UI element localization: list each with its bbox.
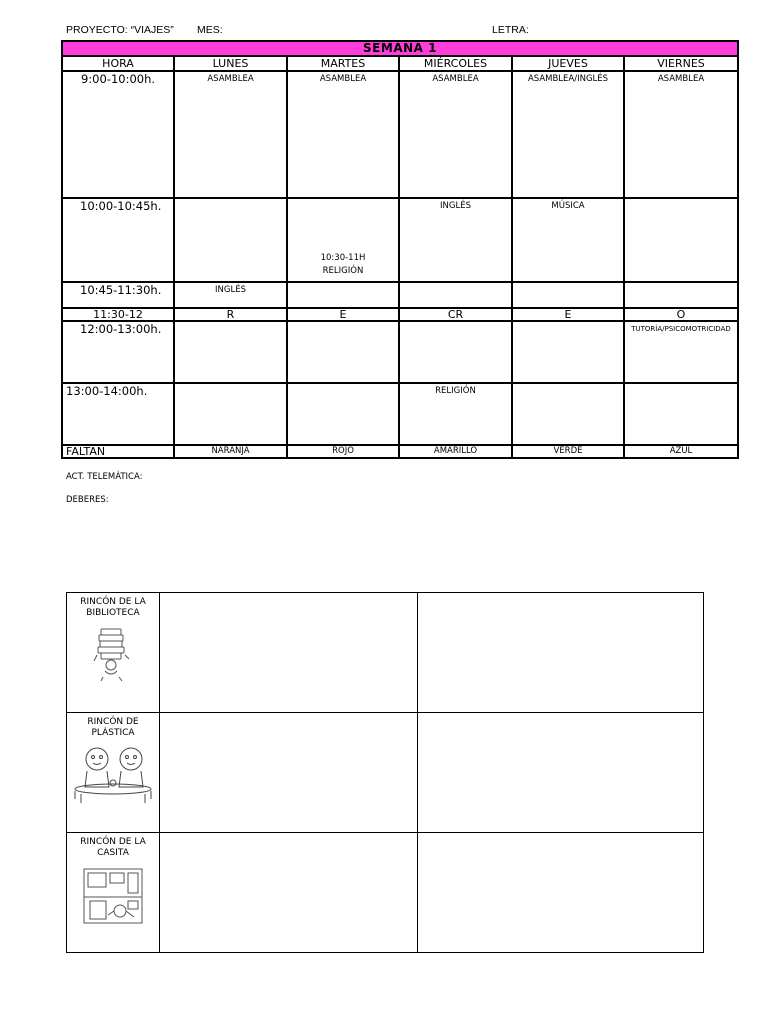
corner-empty-cell bbox=[418, 713, 704, 833]
slot-cell: ASAMBLEA bbox=[287, 71, 399, 198]
letter-label: LETRA: bbox=[492, 24, 529, 36]
weekly-schedule-table bbox=[61, 40, 739, 459]
deberes-label: DEBERES: bbox=[66, 495, 109, 505]
act-telematica-label: ACT. TELEMÁTICA: bbox=[66, 472, 143, 482]
slot-cell bbox=[399, 282, 512, 308]
slot-cell bbox=[287, 282, 399, 308]
corner-name-cell bbox=[67, 833, 160, 953]
slot-cell-time-note: 10:30-11H bbox=[320, 253, 366, 263]
slot-cell bbox=[399, 321, 512, 383]
corner-name-cell bbox=[67, 593, 160, 713]
children-painting-icon bbox=[71, 743, 155, 805]
slot-time: 10:45-11:30h. bbox=[62, 282, 174, 308]
faltan-label: FALTAN bbox=[62, 445, 174, 458]
corner-empty-cell bbox=[418, 833, 704, 953]
slot-cell bbox=[624, 383, 738, 445]
slot-cell: ASAMBLEA bbox=[624, 71, 738, 198]
slot-cell: INGLÉS bbox=[174, 282, 287, 308]
recess-row bbox=[62, 308, 738, 321]
faltan-color: AMARILLO bbox=[399, 445, 512, 458]
slot-cell: ASAMBLEA bbox=[174, 71, 287, 198]
day-viernes: VIERNES bbox=[624, 56, 738, 71]
faltan-color: AZUL bbox=[624, 445, 738, 458]
day-lunes: LUNES bbox=[174, 56, 287, 71]
day-jueves: JUEVES bbox=[512, 56, 624, 71]
recess-letter: E bbox=[512, 308, 624, 321]
corner-empty-cell bbox=[160, 593, 418, 713]
slot-cell-martes bbox=[287, 198, 399, 282]
slot-cell bbox=[512, 282, 624, 308]
corner-empty-cell bbox=[418, 593, 704, 713]
project-label: PROYECTO: “VIAJES” bbox=[66, 24, 174, 36]
recess-letter: CR bbox=[399, 308, 512, 321]
kitchen-icon bbox=[82, 867, 144, 925]
faltan-color: NARANJA bbox=[174, 445, 287, 458]
days-header-row bbox=[62, 56, 738, 71]
corner-row bbox=[67, 713, 704, 833]
slot-cell bbox=[624, 198, 738, 282]
month-label: MES: bbox=[197, 24, 223, 36]
book-stack-icon bbox=[91, 625, 135, 683]
faltan-color: ROJO bbox=[287, 445, 399, 458]
slot-cell bbox=[287, 383, 399, 445]
slot-time: 11:30-12 bbox=[62, 308, 174, 321]
corner-empty-cell bbox=[160, 713, 418, 833]
slot-row bbox=[62, 282, 738, 308]
hora-header: HORA bbox=[62, 56, 174, 71]
corner-row bbox=[67, 833, 704, 953]
corner-name: RINCÓN DE LA CASITA bbox=[80, 837, 146, 858]
slot-cell bbox=[624, 282, 738, 308]
day-martes: MARTES bbox=[287, 56, 399, 71]
corners-table bbox=[66, 592, 704, 953]
slot-cell bbox=[174, 321, 287, 383]
day-miercoles: MIÉRCOLES bbox=[399, 56, 512, 71]
faltan-color: VERDE bbox=[512, 445, 624, 458]
slot-row bbox=[62, 321, 738, 383]
slot-time: 12:00-13:00h. bbox=[62, 321, 174, 383]
week-title: SEMANA 1 bbox=[62, 41, 738, 56]
slot-cell: MÚSICA bbox=[512, 198, 624, 282]
slot-cell bbox=[174, 383, 287, 445]
recess-letter: R bbox=[174, 308, 287, 321]
slot-time: 10:00-10:45h. bbox=[62, 198, 174, 282]
slot-row bbox=[62, 383, 738, 445]
slot-cell: ASAMBLEA bbox=[399, 71, 512, 198]
slot-cell-subject: RELIGIÓN bbox=[322, 266, 364, 276]
corner-name: RINCÓN DE PLÁSTICA bbox=[87, 717, 139, 738]
slot-cell bbox=[287, 321, 399, 383]
slot-cell: INGLÉS bbox=[399, 198, 512, 282]
slot-cell: RELIGIÓN bbox=[399, 383, 512, 445]
slot-time: 13:00-14:00h. bbox=[62, 383, 174, 445]
corner-empty-cell bbox=[160, 833, 418, 953]
slot-cell bbox=[174, 198, 287, 282]
corner-name: RINCÓN DE LA BIBLIOTECA bbox=[80, 597, 146, 618]
faltan-row bbox=[62, 445, 738, 458]
slot-row bbox=[62, 198, 738, 282]
corner-name-cell bbox=[67, 713, 160, 833]
corner-row bbox=[67, 593, 704, 713]
slot-cell: ASAMBLEA/INGLÉS bbox=[512, 71, 624, 198]
slot-time: 9:00-10:00h. bbox=[62, 71, 174, 198]
slot-row bbox=[62, 71, 738, 198]
slot-cell bbox=[512, 321, 624, 383]
recess-letter: E bbox=[287, 308, 399, 321]
slot-cell: TUTORÍA/PSICOMOTRICIDAD bbox=[624, 321, 738, 383]
slot-cell bbox=[512, 383, 624, 445]
recess-letter: O bbox=[624, 308, 738, 321]
